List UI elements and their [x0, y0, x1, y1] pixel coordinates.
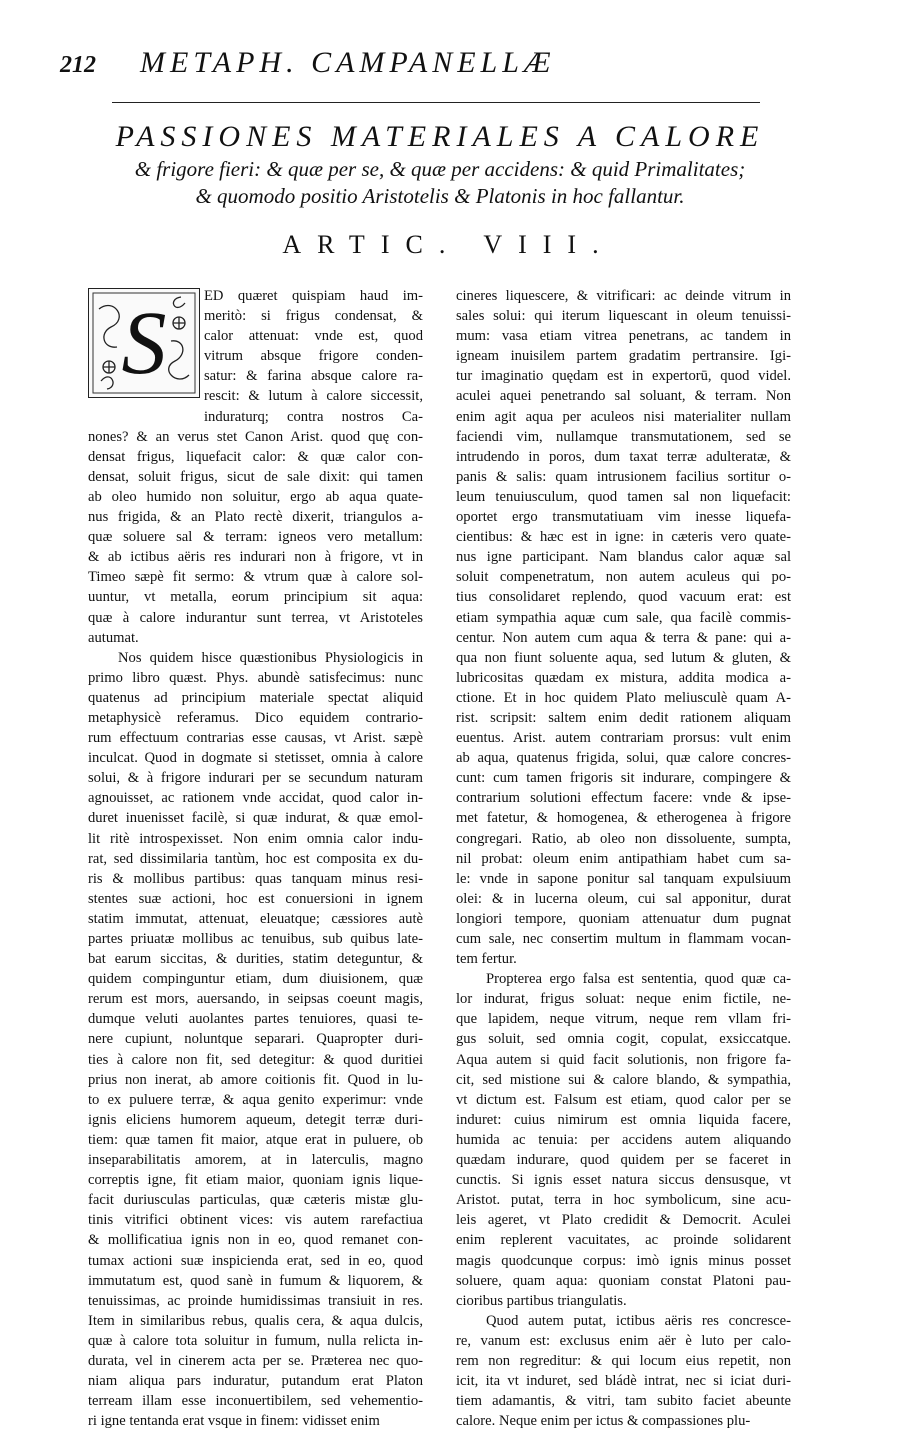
text-line: rescit: & lutum à calore siccessit,: [204, 388, 423, 405]
text-line: humida ac tenuia: per accidens autem aliquando: [456, 1131, 791, 1148]
text-line: ignis eliciens humorem aqueum, detegit terræ duri-: [88, 1111, 423, 1128]
text-line: ED quæret quispiam haud im-: [204, 288, 423, 304]
text-line: terream illam esse inconuertibilem, sed vehementio-: [88, 1393, 423, 1410]
text-line: tenuissimas, ac proinde humidissimas transiuit in res.: [88, 1292, 423, 1309]
text-line: ab oleo humido non soluitur, ergo ab aqua quate-: [88, 488, 423, 505]
text-line: durata, vel in cinerem acta per se. Præterea nec quo-: [88, 1352, 423, 1369]
text-line: cientibus: & hæc est in igne: in cæteris vero quate-: [456, 529, 791, 546]
text-line: tiem adamantis, & vitri, tam subito faciet abeunte: [456, 1393, 791, 1410]
text-line: niam aliqua pars induratur, putandum erat Platon: [88, 1373, 423, 1390]
text-line: agnouisset, ac rationem vnde accidat, quod calor in-: [88, 790, 423, 807]
text-line: vitrum absque frigore conden-: [204, 348, 423, 365]
text-line: partes priuatæ mollibus ac tenuibus, sub quibus late-: [88, 931, 423, 947]
text-line: met fatetur, & homogenea, & etherogenea à frigore: [456, 810, 791, 827]
text-line: cunctis. Si ignis esset natura siccus densusque, vt: [456, 1172, 791, 1189]
text-line: contrarium solutioni effectum facere: vnde & ipse-: [456, 790, 791, 807]
text-line: rist. scripsit: saltem enim dedit rationem aliquam: [456, 709, 791, 726]
text-line: nere cupiunt, noluntque separari. Quapropter duri-: [88, 1031, 423, 1048]
text-line: Aqua autem si quid facit solutionis, non frigore fa-: [456, 1051, 791, 1068]
text-line: rum effectuum contrarias esse causas, vt Arist. sæpè: [88, 730, 423, 747]
text-line: ri igne tentanda erat vsque in finem: vidisset enim: [88, 1413, 380, 1430]
text-line: sales solui: qui iterum liquescant in oleum tenuissi-: [456, 308, 791, 325]
text-line: stentes suæ actioni, hoc est conuersioni in ignem: [88, 890, 423, 907]
text-line: & ab ictibus aëris res indurari non à frigore, vt in: [88, 549, 423, 566]
text-line: icit, ita vt induret, sed bládè intrat, nec si iciat duri-: [456, 1373, 791, 1390]
title-sub-1: & frigore fieri: & quæ per se, & quæ per accidens: & quid Primalitates;: [134, 157, 746, 181]
text-line: magis quodcunque corpus: imò ignis minus posset: [456, 1252, 791, 1269]
text-line: vt dictum est. Falsum est etiam, quod calor per se: [456, 1091, 791, 1108]
title-main: PASSIONES MATERIALES A CALORE: [115, 120, 765, 153]
text-line: congregari. Ratio, ab oleo non dissoluente, sumpta,: [456, 830, 791, 847]
text-line: gus soluit, sed omnia cogit, copulat, exsiccatque.: [456, 1031, 791, 1048]
chapter-title: [70, 118, 810, 210]
article-heading: ARTIC. VIII.: [282, 230, 615, 259]
text-line: solui, & à frigore indurari per se secundum naturam: [88, 770, 423, 787]
text-line: inculcat. Quod in dogmate si stetisset, omnia à calore: [88, 750, 423, 767]
text-line: ties à calore non fit, sed detegitur: & quod duritiei: [88, 1051, 423, 1068]
page-number: 212: [60, 52, 96, 78]
text-line: intrudendo in poros, dum taxat terræ adulteratæ, &: [456, 448, 791, 465]
text-line: centur. Non autem cum aqua & terra & pane: qui a-: [456, 629, 791, 646]
initial-letter: S: [121, 294, 167, 393]
text-line: que lapidem, neque vitrum, neque rem vllam fri-: [456, 1011, 791, 1028]
text-line: quidem compinguntur etiam, dum diuisionem, quæ: [88, 971, 423, 988]
text-line: quæ soluere sal & terram: igneos vero metallum:: [88, 529, 423, 546]
text-line: lor indurat, frigus soluat: neque enim fictile, ne-: [456, 991, 791, 1008]
text-line: nus frigida, & an Plato rectè dixerit, triangulos a-: [88, 509, 423, 526]
text-line: prius non inerat, ab amore coitionis fit. Quod in lu-: [88, 1071, 423, 1088]
text-line: cioribus partibus triangulatis.: [456, 1292, 627, 1309]
text-line: oportet ergo transmutatiuam vim inesse liquefa-: [456, 509, 791, 526]
text-line: primo libro quæst. Phys. abundè satisfecimus: nunc: [88, 669, 423, 686]
text-line: immutatum est, quod sanè in fumum & liquorem, &: [88, 1272, 423, 1289]
text-line: densat frigus, liquefacit calor: & quæ calor con-: [88, 448, 423, 465]
text-line: nus igne participant. Nam blandus calor aquæ sal: [456, 549, 791, 566]
text-line: Aristot. putat, terra in hoc symbolicum, sine acu-: [456, 1192, 791, 1209]
page-header: [60, 46, 790, 86]
text-line: autumat.: [88, 629, 139, 646]
header-rule: [112, 102, 760, 103]
text-line: facit duriusculas particulas, quæ cæteris mistæ glu-: [88, 1192, 423, 1209]
text-line: aculei aquei penetrando sal soluant, & terram. Non: [456, 388, 791, 405]
text-line: calore. Neque enim per ictus & compassiones plu-: [456, 1413, 751, 1430]
text-line: enim replerent vacuitates, ac proinde solidarent: [456, 1232, 791, 1249]
text-line: induret: cuius nimirum est omnia liquida facere,: [456, 1111, 791, 1128]
text-line: leum tenuiusculum, quod tamen sal non liquefacit:: [456, 488, 791, 505]
text-line: tinis vitrifici obtinent vices: vis autem rarefactiua: [88, 1212, 423, 1229]
text-line: duret inuenisset facilè, si quæ indurat, & quæ emol-: [88, 810, 423, 827]
text-line: tiem: quæ tamen fit maior, atque erat in puluere, ob: [88, 1131, 423, 1148]
text-line: bat earum siccitas, & durities, statim deteguntur, &: [88, 951, 423, 968]
text-line: uuntur, vt metalla, eorum principium sit aqua:: [88, 589, 423, 606]
text-line: rerum est mors, auersando, in seipsas coeunt magis,: [88, 991, 423, 1008]
text-line: quæ à calore indurantur sunt terrea, vt Aristoteles: [88, 609, 423, 626]
right-column: [456, 286, 791, 1431]
text-line: panis & salis: quam intrusionem facilius sortitur o-: [456, 468, 791, 485]
text-line: rem non regreditur: & qui locum eius repetit, non: [456, 1352, 791, 1369]
text-line: tem fertur.: [456, 951, 517, 968]
text-line: satur: & farina absque calore ra-: [204, 368, 423, 385]
text-line: induraturq; contra nostros Ca-: [204, 408, 423, 425]
text-line: ris & mollibus partibus: quas tanquam minus resi-: [88, 870, 423, 887]
text-line: Item in similaribus rebus, qualis cera, & aqua dulcis,: [88, 1312, 423, 1329]
text-line: igneam inuisilem partem gradatim pertransire. Igi-: [456, 348, 791, 365]
text-line: cit, sed mistione sui & calore blando, & sympathia,: [456, 1071, 791, 1088]
text-line: tius consolidaret replendo, quod vacuum erat: est: [456, 589, 791, 606]
text-line: Timeo sæpè fit sermo: & vtrum quæ à calore sol-: [88, 569, 423, 586]
text-line: calor attenuat: vnde est, quod: [204, 328, 423, 345]
text-line: tur imaginatio quędam est in expertorū, quod videl.: [456, 368, 791, 385]
text-line: euentus. Arist. autem contrariam prorsus: vult enim: [456, 730, 791, 747]
text-line: leis ageret, vt Plato credidit & Democrit. Aculei: [456, 1212, 791, 1229]
text-line: statim immutat, attenuat, eleuatque; cæssiores autè: [88, 910, 423, 927]
text-line: metaphysicè referamus. Dico equidem contrario-: [88, 709, 423, 726]
text-line: dumque veluti auolantes partes tenuiores, quasi te-: [88, 1011, 423, 1028]
text-line: le: vnde in sapone ponitur sal tanquam expulsiuum: [456, 870, 791, 887]
text-line: quædam indurare, quod quidem per se faceret in: [456, 1152, 791, 1169]
text-line: correptis igne, fit etiam maior, quoniam ignis lique-: [88, 1172, 423, 1189]
text-line: cunt: cum tamen frigoris sit indurare, compingere &: [456, 770, 791, 787]
text-line: ab aqua, quatenus frigida, solui, quæ calore concres-: [456, 750, 791, 767]
text-line: inseparabilitatis amorem, at in laterculis, magno: [88, 1152, 423, 1169]
text-line: lubricositas quædam ex mistura, addita modica a-: [456, 669, 791, 686]
text-line: nones? & an verus stet Canon Arist. quod quę con-: [88, 428, 423, 445]
text-line: enim agit aqua per aculeos nisi materialiter nullam: [456, 408, 791, 425]
text-line: mum: vasa etiam vitrea penetrans, ac tandem in: [456, 328, 791, 345]
text-line: qua non fiunt soluente aqua, sed lutum & gluten, &: [456, 649, 791, 666]
text-line: to ex puluere terræ, & aqua genito experimur: vnde: [88, 1091, 423, 1108]
title-sub-2: & quomodo positio Aristotelis & Platonis in hoc fallantur.: [195, 184, 685, 208]
text-line: Propterea ergo falsa est sententia, quod quæ ca-: [486, 971, 791, 988]
text-line: & mollificatiua ignis non in eo, quod remanet con-: [88, 1232, 423, 1249]
text-line: soluere, quam aqua: quoniam constat Platoni pau-: [456, 1272, 791, 1289]
text-line: nil probat: oleum enim antipathiam habet cum sa-: [456, 850, 791, 867]
text-line: tumax actioni suæ inspicienda erat, sed in eo, quod: [88, 1252, 423, 1269]
text-line: meritò: si frigus condensat, &: [204, 308, 423, 325]
text-line: rat, sed dissimilaria tantùm, hoc est composita ex du-: [88, 850, 423, 867]
text-line: etiam sympathia aquæ cum sale, qua facilè commis-: [456, 609, 791, 626]
text-line: ctione. Et in hoc quidem Plato meliusculè quam A-: [456, 689, 791, 706]
text-line: longiori tempore, quoniam attenuatur dum pugnat: [456, 910, 791, 927]
text-line: quæ à calore tota soluitur in fumum, nulla relicta in-: [88, 1332, 423, 1349]
text-line: Quod autem putat, ictibus aëris res concresce-: [486, 1312, 791, 1329]
text-line: quatenus ad principium materiale spectat aliquid: [88, 689, 423, 706]
text-line: Nos quidem hisce quæstionibus Physiologicis in: [118, 649, 423, 666]
text-line: re, vanum est: exclusus enim aër è luto per calo-: [456, 1332, 791, 1349]
text-line: cineres liquescere, & vitrificari: ac deinde vitrum in: [456, 288, 791, 304]
text-line: olei: & in lucerna oleum, cui sal apponitur, durat: [456, 890, 791, 907]
text-line: faciendi vim, nullamque transmutationem, sed se: [456, 428, 791, 445]
text-line: lit ritè introspexisset. Non enim omnia calor indu-: [88, 830, 423, 847]
text-line: cum sale, nec consertim multum in flammam vocan-: [456, 931, 791, 947]
text-line: soluit compenetratum, non autem aculeus qui po-: [456, 569, 791, 586]
running-title: METAPH. CAMPANELLÆ: [140, 46, 556, 79]
left-column: [88, 286, 423, 1431]
text-line: densat, soluit frigus, sicut de sale dixit: qui tamen: [88, 468, 423, 485]
